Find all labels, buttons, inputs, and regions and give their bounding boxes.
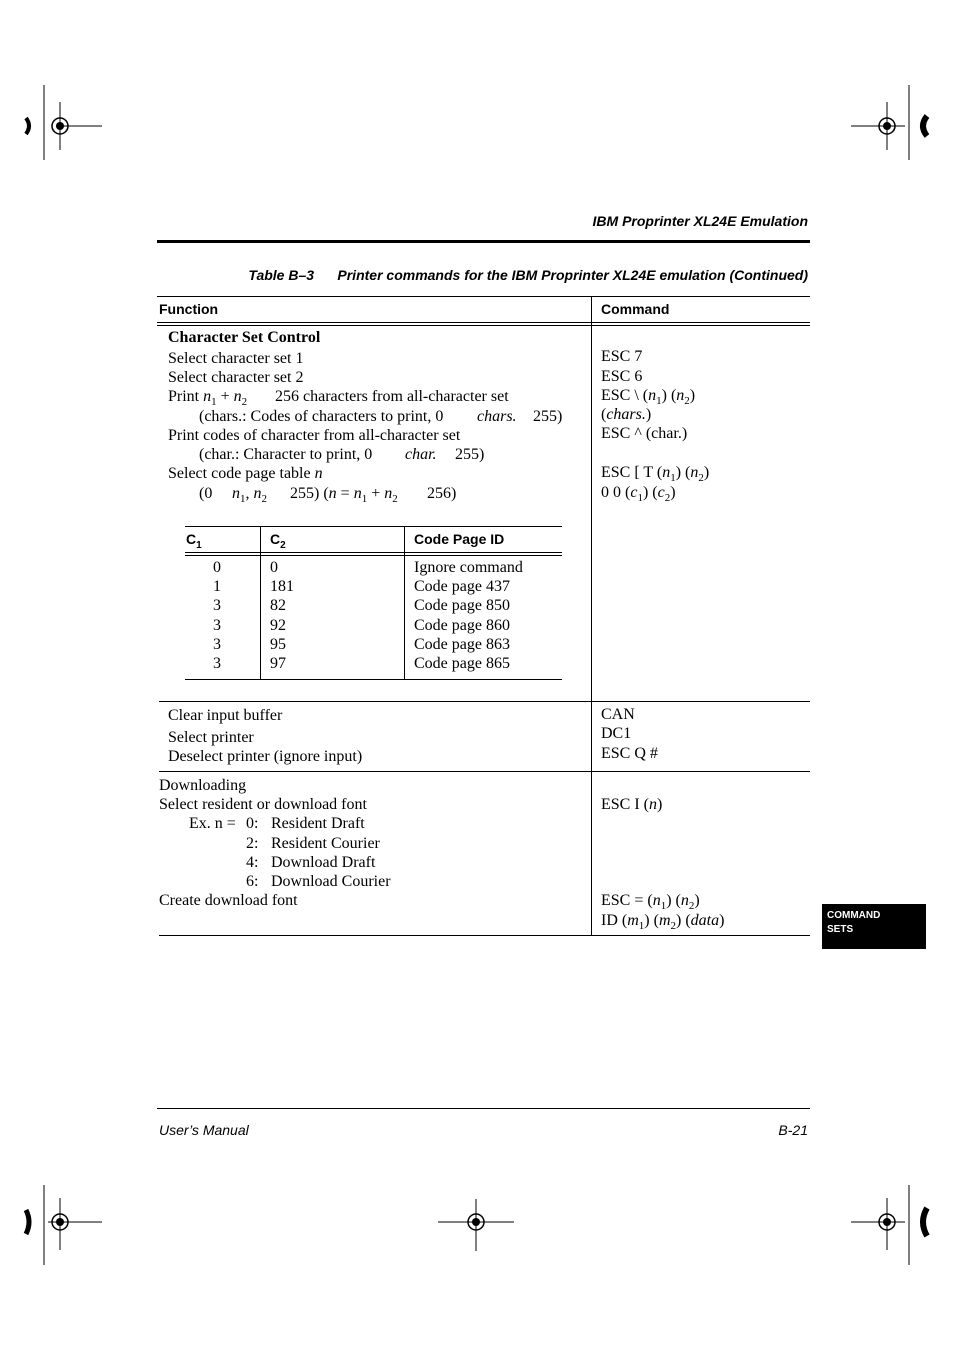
fn-select-set-1: Select character set 1 bbox=[168, 350, 304, 367]
footer-rule bbox=[157, 1108, 810, 1109]
fn-option-label-2: Download Draft bbox=[271, 854, 376, 871]
fn-clear-buffer: Clear input buffer bbox=[168, 707, 283, 724]
codepage-id-row2: Code page 850 bbox=[414, 597, 510, 614]
fn-range-rest: 255) ($n = n_1 + n_2$ bbox=[290, 485, 398, 506]
col-header-function: Function bbox=[159, 301, 219, 317]
codepage-c2-row1: 181 bbox=[270, 578, 294, 595]
codepage-table-top-rule bbox=[185, 526, 562, 527]
codepage-c2-row2: 82 bbox=[270, 597, 286, 614]
codepage-id-row5: Code page 865 bbox=[414, 655, 510, 672]
fn-print-chars-desc: 256 characters from all-character set bbox=[275, 388, 509, 405]
caption-label: Table B–3 bbox=[248, 267, 315, 283]
header-rule bbox=[157, 240, 810, 243]
codepage-divider-2 bbox=[404, 526, 405, 679]
col-header-command: Command bbox=[601, 301, 670, 317]
fn-select-font: Select resident or download font bbox=[159, 796, 367, 813]
fn-option-label-0: Resident Draft bbox=[271, 815, 365, 832]
header-double-rule-1 bbox=[157, 322, 810, 323]
codepage-c2-row3: 92 bbox=[270, 617, 286, 634]
codepage-header-c1: $C_1$ bbox=[186, 531, 202, 551]
fn-option-label-3: Download Courier bbox=[271, 873, 391, 890]
fn-option-num-0: 0: bbox=[246, 815, 259, 832]
fn-option-label-1: Resident Courier bbox=[271, 835, 380, 852]
fn-print-codes: Print codes of character from all-character set bbox=[168, 427, 461, 444]
side-tab-line2: SETS bbox=[827, 924, 854, 935]
cmd-can: CAN bbox=[601, 706, 635, 723]
cmd-esc-7: ESC 7 bbox=[601, 348, 643, 365]
fn-chars-note-var: chars. bbox=[477, 408, 517, 425]
fn-print-chars: Print $n_1 + n_2$ bbox=[168, 388, 248, 409]
fn-code-page: Select code page table n bbox=[168, 465, 323, 482]
cmd-id: ID $(m_1)$ $(m_2)$ (data) bbox=[601, 912, 725, 933]
codepage-c1-row2: 3 bbox=[213, 597, 221, 614]
codepage-id-row3: Code page 860 bbox=[414, 617, 510, 634]
fn-range-n1n2: $n_1$, $n_2$ bbox=[232, 485, 267, 506]
fn-deselect-printer: Deselect printer (ignore input) bbox=[168, 748, 363, 765]
cmd-esc-caret: ESC ^ (char.) bbox=[601, 425, 688, 442]
fn-range-open: (0 bbox=[199, 485, 213, 502]
cmd-esc-bracket-t: ESC [ T $(n_1)$ $(n_2)$ bbox=[601, 464, 710, 485]
cmd-esc-backslash: ESC \ $(n_1)$ $(n_2)$ bbox=[601, 387, 696, 408]
fn-downloading: Downloading bbox=[159, 777, 247, 794]
codepage-id-row0: Ignore command bbox=[414, 559, 523, 576]
codepage-c2-row0: 0 bbox=[270, 559, 278, 576]
codepage-c1-row1: 1 bbox=[213, 578, 221, 595]
codepage-c1-row4: 3 bbox=[213, 636, 221, 653]
fn-chars-note-end: 255) bbox=[533, 408, 563, 425]
fn-char-note: (char.: Character to print, 0 bbox=[199, 446, 373, 463]
header-double-rule-2 bbox=[157, 325, 810, 326]
cmd-esc-6: ESC 6 bbox=[601, 368, 643, 385]
side-tab-line1: COMMAND bbox=[827, 910, 881, 921]
fn-option-num-2: 4: bbox=[246, 854, 259, 871]
registration-mark-bottom-left-icon bbox=[20, 1180, 110, 1270]
table-bottom-rule bbox=[159, 935, 810, 936]
codepage-table-bottom-rule bbox=[185, 679, 562, 680]
fn-chars-note: (chars.: Codes of characters to print, 0 bbox=[199, 408, 444, 425]
running-header: IBM Proprinter XL24E Emulation bbox=[592, 213, 808, 229]
section2-rule bbox=[159, 701, 810, 702]
fn-ex-label: Ex. n = bbox=[189, 815, 236, 832]
section3-rule bbox=[159, 771, 810, 772]
section-title-character-set: Character Set Control bbox=[168, 329, 321, 346]
codepage-c1-row5: 3 bbox=[213, 655, 221, 672]
fn-option-num-1: 2: bbox=[246, 835, 259, 852]
codepage-header-rule-2 bbox=[185, 555, 562, 556]
cmd-esc-q: ESC Q # bbox=[601, 745, 658, 762]
registration-mark-top-left-icon bbox=[20, 80, 110, 180]
registration-mark-top-right-icon bbox=[845, 80, 935, 180]
caption-text: Printer commands for the IBM Proprinter XL24E emulation (Continued) bbox=[337, 267, 808, 283]
footer-left: User’s Manual bbox=[159, 1122, 249, 1138]
table-caption bbox=[248, 267, 808, 283]
codepage-id-row1: Code page 437 bbox=[414, 578, 510, 595]
fn-char-note-end: 255) bbox=[455, 446, 485, 463]
fn-select-set-2: Select character set 2 bbox=[168, 369, 304, 386]
registration-mark-bottom-center-icon bbox=[430, 1195, 520, 1255]
codepage-header-rule-1 bbox=[185, 552, 562, 553]
fn-select-printer: Select printer bbox=[168, 729, 254, 746]
codepage-c2-row4: 95 bbox=[270, 636, 286, 653]
codepage-c1-row3: 3 bbox=[213, 617, 221, 634]
codepage-id-row4: Code page 863 bbox=[414, 636, 510, 653]
cmd-zero-zero: 0 0 $(c_1)$ $(c_2)$ bbox=[601, 484, 676, 505]
codepage-divider-1 bbox=[260, 526, 261, 679]
column-divider bbox=[591, 296, 592, 936]
fn-char-note-var: char. bbox=[405, 446, 437, 463]
fn-range-end: 256) bbox=[427, 485, 457, 502]
table-top-rule bbox=[157, 296, 810, 297]
codepage-header-id: Code Page ID bbox=[414, 531, 505, 547]
cmd-esc-eq: ESC = $(n_1)$ $(n_2)$ bbox=[601, 892, 700, 913]
cmd-esc-i: ESC I (n) bbox=[601, 796, 663, 813]
codepage-c2-row5: 97 bbox=[270, 655, 286, 672]
codepage-header-c2: $C_2$ bbox=[270, 531, 286, 551]
registration-mark-bottom-right-icon bbox=[845, 1180, 935, 1270]
side-tab bbox=[822, 904, 926, 949]
cmd-dc1: DC1 bbox=[601, 725, 632, 742]
footer-page-number: B-21 bbox=[778, 1122, 808, 1138]
cmd-chars: (chars.) bbox=[601, 406, 652, 423]
fn-option-num-3: 6: bbox=[246, 873, 259, 890]
codepage-c1-row0: 0 bbox=[213, 559, 221, 576]
fn-create-font: Create download font bbox=[159, 892, 298, 909]
